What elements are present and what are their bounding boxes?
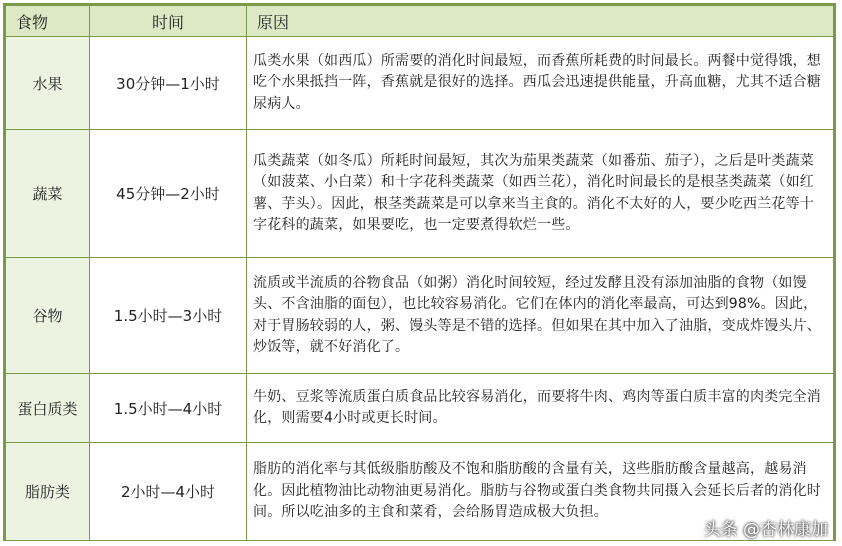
reason-cell: 牛奶、豆浆等流质蛋白质食品比较容易消化，而要将牛肉、鸡肉等蛋白质丰富的肉类完全消化，则需要4小时或更长时间。 bbox=[247, 374, 834, 443]
table-row bbox=[6, 258, 834, 374]
table-header-row bbox=[6, 6, 834, 37]
table-row bbox=[6, 37, 834, 130]
food-cell: 谷物 bbox=[6, 258, 90, 374]
table-row bbox=[6, 130, 834, 258]
header-reason: 原因 bbox=[247, 6, 834, 37]
time-cell: 1.5小时—4小时 bbox=[90, 374, 247, 443]
table-row bbox=[6, 374, 834, 443]
header-time: 时间 bbox=[90, 6, 247, 37]
watermark: 头条 @杏林康加 bbox=[703, 520, 828, 540]
food-cell: 蛋白质类 bbox=[6, 374, 90, 443]
food-cell: 水果 bbox=[6, 37, 90, 130]
time-cell: 2小时—4小时 bbox=[90, 443, 247, 541]
reason-cell: 脂肪的消化率与其低级脂肪酸及不饱和脂肪酸的含量有关，这些脂肪酸含量越高，越易消化。因此植物油比动物油更易消化。脂肪与谷物或蛋白类食物共同摄入会延长后者的消化时间。所以吃油多的主食和菜肴，会给肠胃造成极大负担。 bbox=[247, 443, 834, 541]
food-cell: 脂肪类 bbox=[6, 443, 90, 541]
reason-cell: 流质或半流质的谷物食品（如粥）消化时间较短，经过发酵且没有添加油脂的食物（如馒头、不含油脂的面包），也比较容易消化。它们在体内的消化率最高，可达到98%。因此，对于胃肠较弱的人，粥、馒头等是不错的选择。但如果在其中加入了油脂，变成炸馒头片、炒饭等，就不好消化了。 bbox=[247, 258, 834, 374]
reason-cell: 瓜类水果（如西瓜）所需要的消化时间最短，而香蕉所耗费的时间最长。两餐中觉得饿，想吃个水果抵挡一阵，香蕉就是很好的选择。西瓜会迅速提供能量，升高血糖，尤其不适合糖尿病人。 bbox=[247, 37, 834, 130]
time-cell: 30分钟—1小时 bbox=[90, 37, 247, 130]
food-cell: 蔬菜 bbox=[6, 130, 90, 258]
digestion-time-table-frame bbox=[3, 3, 836, 541]
digestion-time-table bbox=[5, 5, 834, 541]
header-food: 食物 bbox=[6, 6, 90, 37]
reason-cell: 瓜类蔬菜（如冬瓜）所耗时间最短，其次为茄果类蔬菜（如番茄、茄子），之后是叶类蔬菜（如菠菜、小白菜）和十字花科类蔬菜（如西兰花），消化时间最长的是根茎类蔬菜（如红薯、芋头）。因此，根茎类蔬菜是可以拿来当主食的。消化不太好的人，要少吃西兰花等十字花科的蔬菜，如果要吃，也一定要煮得软烂一些。 bbox=[247, 130, 834, 258]
time-cell: 1.5小时—3小时 bbox=[90, 258, 247, 374]
time-cell: 45分钟—2小时 bbox=[90, 130, 247, 258]
